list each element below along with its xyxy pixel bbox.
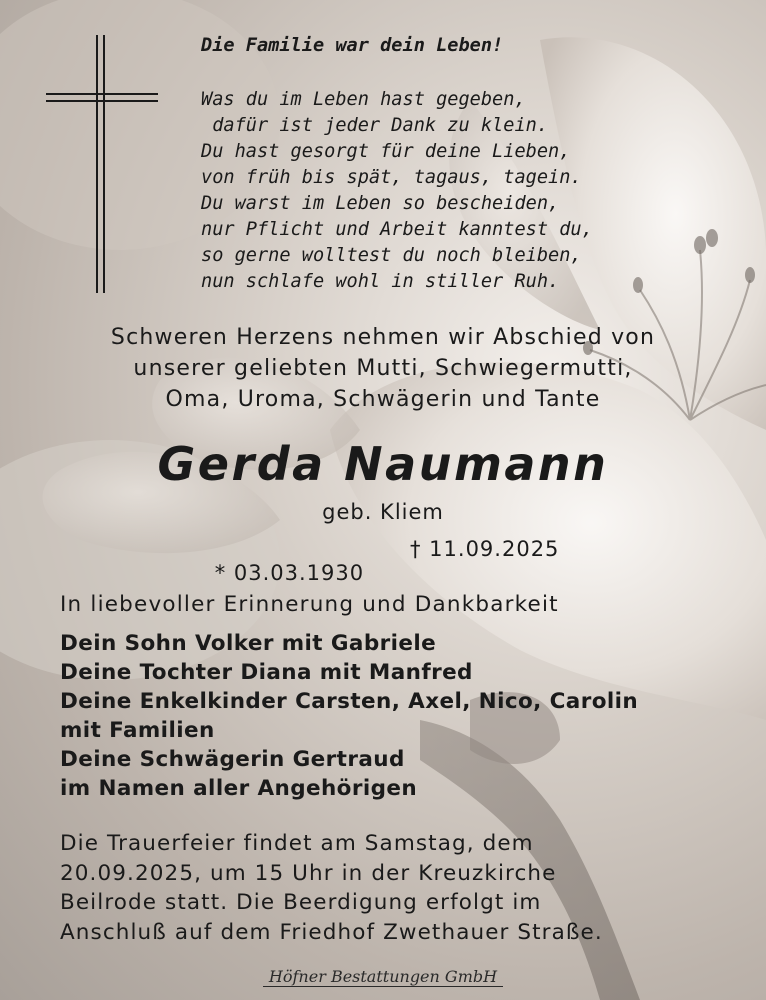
- mourner-line: im Namen aller Angehörigen: [60, 776, 418, 801]
- mourner-line: mit Familien: [60, 718, 215, 743]
- poem: [201, 33, 593, 295]
- mourners-list: [60, 629, 638, 803]
- poem-line: so gerne wolltest du noch bleiben,: [201, 245, 582, 266]
- deceased-name: Gerda Naumann: [157, 437, 609, 491]
- birth-date: * 03.03.1930: [214, 561, 365, 585]
- mourner-line: Deine Schwägerin Gertraud: [60, 747, 405, 772]
- funeral-line: 20.09.2025, um 15 Uhr in der Kreuzkirche: [60, 860, 557, 886]
- cross-icon: [46, 35, 158, 293]
- poem-line: nur Pflicht und Arbeit kanntest du,: [201, 219, 593, 240]
- farewell-intro: [0, 322, 766, 415]
- mourner-line: Deine Enkelkinder Carsten, Axel, Nico, Carolin: [60, 689, 639, 714]
- funeral-info: [60, 829, 603, 947]
- poem-line: Was du im Leben hast gegeben,: [201, 89, 526, 110]
- undertaker-signature: [0, 967, 766, 987]
- intro-line: Schweren Herzens nehmen wir Abschied von: [110, 325, 656, 350]
- funeral-line: Anschluß auf dem Friedhof Zwethauer Straße.: [60, 919, 603, 945]
- death-date: † 11.09.2025: [410, 537, 560, 561]
- remembrance-line: In liebevoller Erinnerung und Dankbarkeit: [60, 592, 559, 617]
- poem-line: Du hast gesorgt für deine Lieben,: [201, 141, 571, 162]
- poem-line: nun schlafe wohl in stiller Ruh.: [201, 271, 560, 292]
- mourner-line: Deine Tochter Diana mit Manfred: [60, 660, 473, 685]
- funeral-line: Beilrode statt. Die Beerdigung erfolgt im: [60, 890, 542, 915]
- maiden-name: geb. Kliem: [322, 500, 444, 524]
- intro-line: unserer geliebten Mutti, Schwiegermutti,: [133, 356, 633, 381]
- undertaker-name: Höfner Bestattungen GmbH: [263, 967, 503, 987]
- poem-headline: Die Familie war dein Leben!: [201, 35, 504, 56]
- poem-line: Du warst im Leben so bescheiden,: [201, 193, 560, 214]
- poem-line: von früh bis spät, tagaus, tagein.: [201, 167, 582, 188]
- funeral-line: Die Trauerfeier findet am Samstag, dem: [60, 831, 534, 856]
- poem-line: dafür ist jeder Dank zu klein.: [201, 115, 549, 136]
- intro-line: Oma, Uroma, Schwägerin und Tante: [165, 387, 601, 412]
- mourner-line: Dein Sohn Volker mit Gabriele: [60, 631, 437, 656]
